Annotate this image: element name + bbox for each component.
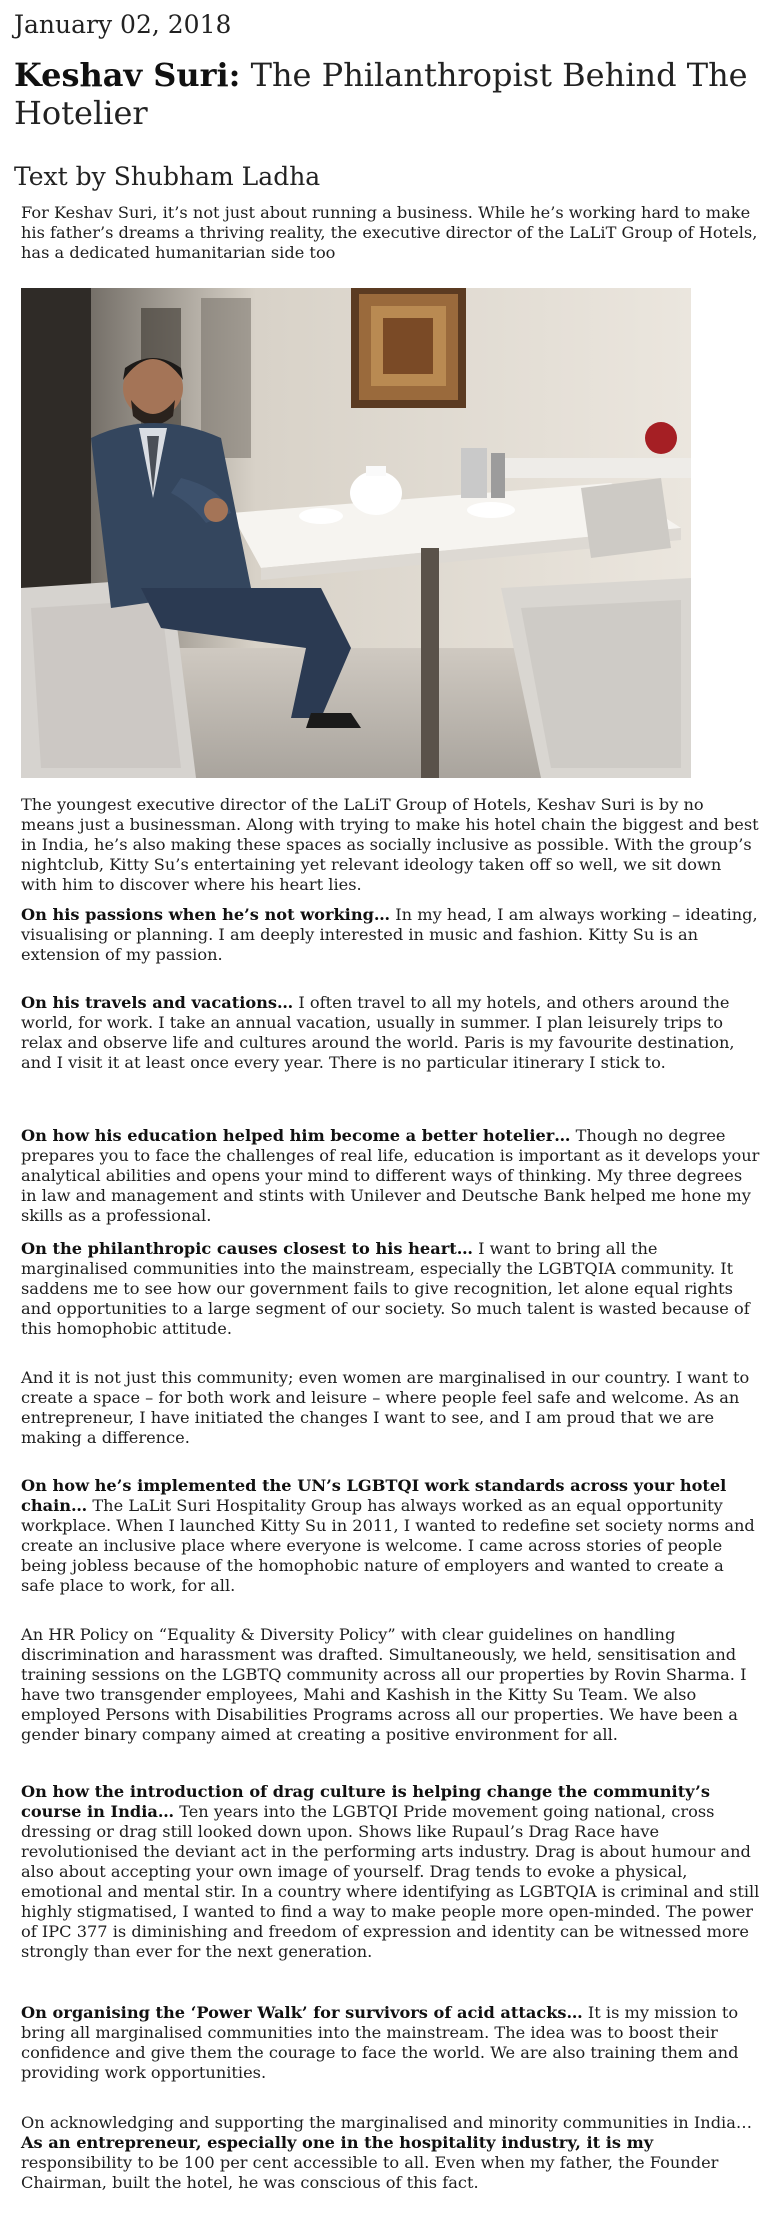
paragraph-text: An HR Policy on “Equality & Diversity Policy” with clear guidelines on handling discrimination and harassment was drafted. Simultaneously, we held, sensitisation and training sessions on the LGBTQ community across all our properties by Rovin Sharma. I have two transgender employees, Mahi and Kashish in the Kitty Su Team. We also employed Persons with Disabilities Programs across all our properties. We have been a gender binary company aimed at creating a positive environment for all. [21, 1625, 747, 1744]
paragraph-drag-culture [21, 1782, 761, 1962]
paragraph-education [21, 1126, 761, 1226]
paragraph-text: In my head, I am always working – ideating, visualising or planning. I am deeply interested in music and fashion. Kitty Su is an extension of my passion. [21, 905, 758, 964]
paragraph-lead: On his travels and vacations… [21, 993, 294, 1012]
paragraph-text: And it is not just this community; even women are marginalised in our country. I want to create a space – for both work and leisure – where people feel safe and welcome. As an entrepreneur, I have initiated the changes I want to see, and I am proud that we are making a difference. [21, 1368, 750, 1447]
title-rest: The Philanthropist Behind The Hotelier [14, 56, 748, 132]
byline: Text by Shubham Ladha [14, 162, 321, 191]
paragraph-lead: On how he’s implemented the UN’s LGBTQI work standards across your hotel chain… [21, 1476, 727, 1515]
paragraph-bold: As an entrepreneur, especially one in the hospitality industry, it is my [21, 2133, 654, 2152]
paragraph-passions [21, 905, 761, 965]
paragraph-lead: On his passions when he’s not working… [21, 905, 391, 924]
paragraph-tail: responsibility to be 100 per cent accessible to all. Even when my father, the Founder Chairman, built the hotel, he was conscious of this fact. [21, 2153, 719, 2192]
paragraph-text: The LaLit Suri Hospitality Group has always worked as an equal opportunity workplace. When I launched Kitty Su in 2011, I wanted to redefine set society norms and create an inclusive place where everyone is welcome. I came across stories of people being jobless because of the homophobic nature of employers and wanted to create a safe place to work, for all. [21, 1496, 755, 1595]
article-title [14, 56, 754, 132]
paragraph-travels [21, 993, 761, 1073]
portrait-photo-image [21, 288, 691, 778]
paragraph-power-walk [21, 2003, 761, 2083]
paragraph-text: I often travel to all my hotels, and others around the world, for work. I take an annual vacation, usually in summer. I plan leisurely trips to relax and observe life and cultures around the world. Paris is my favourite destination, and I visit it at least once every year. There is no particular itinerary I stick to. [21, 993, 735, 1072]
paragraph-text: Ten years into the LGBTQI Pride movement going national, cross dressing or drag still looked down upon. Shows like Rupaul’s Drag Race have revolutionised the deviant act in the performing arts industry. Drag is about humour and also about accepting your own image of yourself. Drag tends to evoke a physical, emotional and mental stir. In a country where identifying as LGBTQIA is criminal and still highly stigmatised, I wanted to find a way to make people more open-minded. The power of IPC 377 is diminishing and freedom of expression and identity can be witnessed more strongly than ever for the next generation. [21, 1802, 760, 1961]
paragraph-text: On acknowledging and supporting the marginalised and minority communities in India… [21, 2113, 753, 2132]
paragraph-intro-body [21, 795, 761, 895]
paragraph-lead: On how the introduction of drag culture is helping change the community’s course in India… [21, 1782, 710, 1821]
paragraph-hr-policy [21, 1625, 761, 1745]
paragraph-un-standards [21, 1476, 761, 1596]
paragraph-lead: On how his education helped him become a better hotelier… [21, 1126, 571, 1145]
paragraph-women [21, 1368, 761, 1448]
paragraph-lead: On the philanthropic causes closest to his heart… [21, 1239, 473, 1258]
title-name: Keshav Suri: [14, 56, 241, 94]
paragraph-text: Though no degree prepares you to face the challenges of real life, education is important as it develops your analytical abilities and opens your mind to different ways of thinking. My three degrees in law and management and stints with Unilever and Deutsche Bank helped me hone my skills as a professional. [21, 1126, 760, 1225]
paragraph-text: I want to bring all the marginalised communities into the mainstream, especially the LGBTQIA community. It saddens me to see how our government fails to give recognition, let alone equal rights and opportunities to a large segment of our society. So much talent is wasted because of this homophobic attitude. [21, 1239, 750, 1338]
intro-paragraph: For Keshav Suri, it’s not just about running a business. While he’s working hard to make his father’s dreams a thriving reality, the executive director of the LaLiT Group of Hotels, has a dedicated humanitarian side too [21, 203, 758, 262]
paragraph-lead: On organising the ‘Power Walk’ for survivors of acid attacks… [21, 2003, 583, 2022]
paragraph-philanthropy [21, 1239, 761, 1339]
paragraph-text: The youngest executive director of the LaLiT Group of Hotels, Keshav Suri is by no means just a businessman. Along with trying to make his hotel chain the biggest and best in India, he’s also making these spaces as socially inclusive as possible. With the group’s nightclub, Kitty Su’s entertaining yet relevant ideology taken off so well, we sit down with him to discover where his heart lies. [21, 795, 759, 894]
paragraph-minorities [21, 2113, 761, 2193]
portrait-photo [21, 288, 691, 778]
article-date: January 02, 2018 [14, 10, 232, 39]
paragraph-text: It is my mission to bring all marginalised communities into the mainstream. The idea was to boost their confidence and give them the courage to face the world. We are also training them and providing work opportunities. [21, 2003, 739, 2082]
